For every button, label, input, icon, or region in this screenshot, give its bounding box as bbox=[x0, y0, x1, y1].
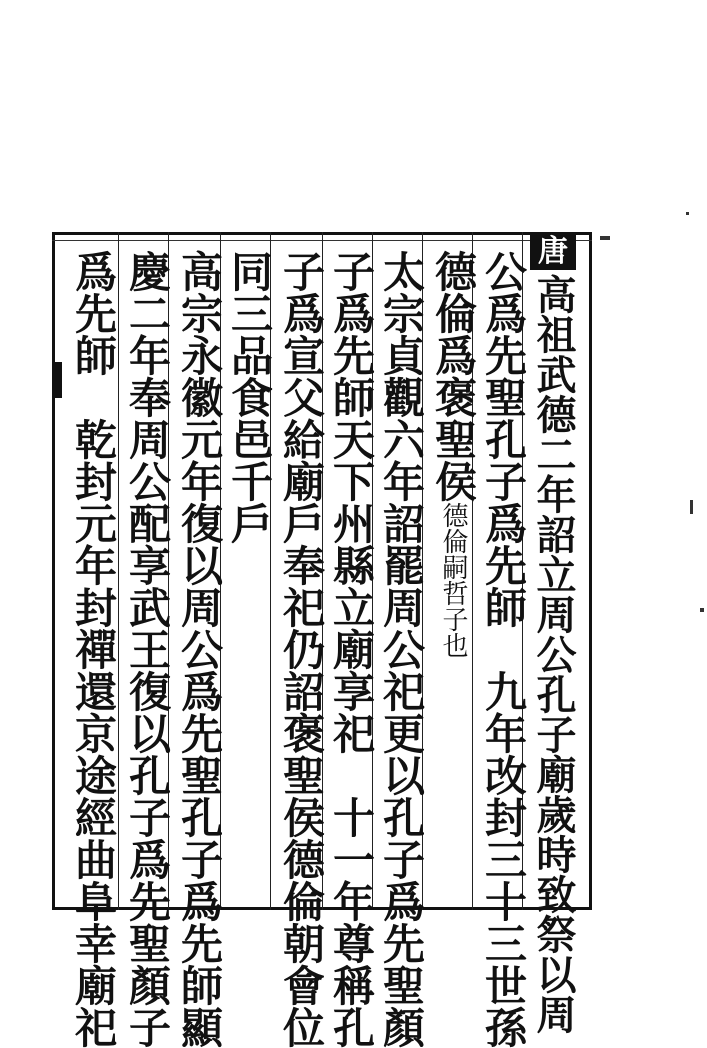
scan-speck bbox=[686, 212, 689, 215]
text-column-10: 爲先師 乾封元年封禪還京途經曲阜幸廟祀 bbox=[69, 250, 118, 1048]
dynasty-tab: 唐 bbox=[530, 234, 576, 270]
column-rule bbox=[118, 232, 119, 910]
text-column-2: 公爲先聖孔子爲先師 九年改封三十三世孫 bbox=[479, 250, 528, 1048]
scan-speck bbox=[690, 500, 693, 514]
scan-speck bbox=[600, 236, 610, 240]
edge-mark bbox=[54, 362, 62, 398]
text-column-3-note: 德倫嗣哲子也 bbox=[438, 502, 468, 658]
text-column-3-main: 德倫爲褒聖侯 bbox=[429, 250, 478, 502]
text-column-3 bbox=[430, 250, 476, 658]
text-column-8: 高宗永徽元年復以周公爲先聖孔子爲先師顯 bbox=[175, 250, 224, 1048]
text-column-6: 子爲宣父給廟戶奉祀仍詔褒聖侯德倫朝會位 bbox=[277, 250, 326, 1048]
text-column-7: 同三品食邑千戶 bbox=[225, 250, 274, 544]
text-column-9: 慶二年奉周公配享武王復以孔子爲先聖顏子 bbox=[123, 250, 172, 1048]
text-column-5: 子爲先師天下州縣立廟享祀 十一年尊稱孔 bbox=[327, 250, 376, 1048]
scan-speck bbox=[700, 608, 704, 612]
text-column-4: 太宗貞觀六年詔罷周公祀更以孔子爲先聖顏 bbox=[377, 250, 426, 1048]
text-column-1: 高祖武德二年詔立周公孔子廟歲時致祭以周 bbox=[530, 274, 577, 1034]
